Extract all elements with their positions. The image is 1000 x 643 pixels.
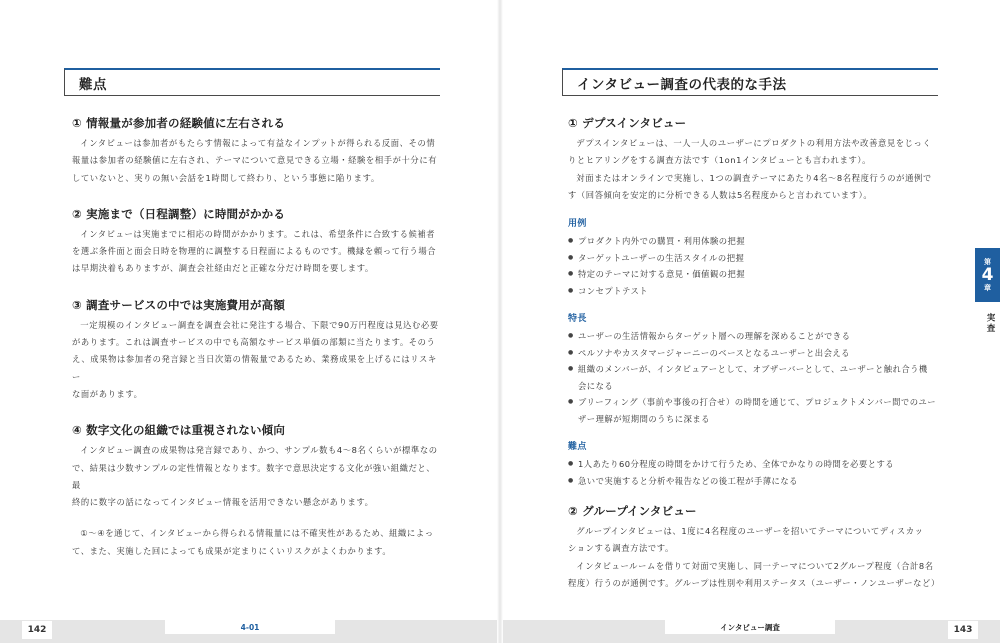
difficulty-item-1 [72, 115, 442, 187]
list-item: ● ペルソナやカスタマージャーニーのベースとなるユーザーと出会える [568, 345, 940, 362]
list-item: ● 1人あたり60分程度の時間をかけて行うため、全体でかなりの時間を必要とする [568, 456, 940, 473]
list-item: ● ターゲットユーザーの生活スタイルの把握 [568, 250, 940, 267]
difficulty-item-4 [72, 422, 442, 511]
chapter-title: 実査 [985, 313, 995, 334]
list-item-line: ザー理解が短期間のうちに深まる [578, 413, 710, 424]
item-heading: ② グループインタビュー [568, 504, 697, 519]
para-line: インタビューは実施までに相応の時間がかかります。これは、希望条件に合致する候補者 [80, 228, 436, 239]
para-line: インタビュールームを借りて対面で実施し、同一テーマについて2グループ程度（合計8名 [576, 560, 934, 571]
uses-subheading: 用例 [568, 219, 587, 230]
para-line: があります。これは調査サービスの中でも高額なサービス単価の部類に当たります。そのう [72, 337, 436, 348]
right-section-title: インタビュー調査の代表的な手法 [577, 76, 787, 93]
para-line: インタビュー調査の成果物は発言録であり、かつ、サンプル数も4～8名くらいが標準なの [80, 445, 438, 456]
features-list [568, 328, 940, 427]
depth-interview-section [568, 115, 940, 489]
para-line: す（回答傾向を安定的に分析できる人数は5名程度からと言われています）。 [568, 189, 873, 200]
list-item [568, 361, 940, 394]
para-line: 終的に数字の話になってインタビュー情報を活用できない懸念があります。 [72, 497, 374, 508]
left-page-number: 142 [22, 621, 52, 639]
list-item-line: 会になる [578, 380, 614, 391]
para-line: で、結果は少数サンプルの定性情報となります。数字で意思決定する文化が強い組織だと、最 [72, 462, 436, 490]
list-item-line: ブリーフィング（事前や事後の打合せ）の時間を通じて、プロジェクトメンバー間でのユー [578, 397, 937, 408]
item-heading: ④ 数字文化の組織では重視されない傾向 [72, 423, 286, 438]
chapter-suffix: 章 [984, 284, 991, 292]
chapter-number: 4 [981, 265, 994, 285]
item-heading: ③ 調査サービスの中では実施費用が高額 [72, 297, 286, 312]
uses-list [568, 233, 940, 299]
para-line: は早期決着もありますが、調査会社経由だと正確な分だけ時間を要します。 [72, 263, 374, 274]
list-item: ● ユーザーの生活情報からターゲット層への理解を深めることができる [568, 328, 940, 345]
para-line: て、また、実施した回によっても成果が定まりにくいリスクがよくわかります。 [72, 545, 392, 556]
para-line: インタビューは参加者がもたらす情報によって有益なインプットが得られる反面、その情 [80, 138, 436, 148]
right-content [568, 115, 940, 592]
para-line: デプスインタビューは、一人一人のユーザーにプロダクトの利用方法や改善意見をじっく [576, 138, 932, 148]
closing-paragraph [72, 525, 442, 560]
item-heading: ① デプスインタビュー [568, 116, 687, 130]
left-section-header [64, 68, 440, 96]
group-interview-section [568, 503, 940, 592]
para-line: な面があります。 [72, 388, 143, 399]
para-line: 報量は参加者の経験値に左右され、テーマについて意見できる立場・経験を相手が十分に有 [72, 155, 438, 166]
para-line: ションする調査方法です。 [568, 543, 674, 554]
para-line: 一定規模のインタビュー調査を調査会社に発注する場合、下限で90万円程度は見込む必要 [80, 319, 439, 330]
chapter-tab [975, 248, 1000, 302]
para-line: りとヒアリングをする調査方法です（1on1インタビューとも言われます）。 [568, 155, 872, 166]
cons-list [568, 456, 940, 489]
para-line: グループインタビューは、1度に4名程度のユーザーを招いてテーマについてディスカッ [576, 526, 924, 537]
difficulty-item-3 [72, 297, 442, 403]
right-section-header [562, 68, 938, 96]
chapter-prefix: 第 [984, 258, 991, 266]
para-line: ①～④を通じて、インタビューから得られる情報量には不確実性があるため、組織によっ [80, 528, 434, 539]
list-item-line: 組織のメンバーが、インタビュアーとして、オブザーバーとして、ユーザーと触れ合う機 [578, 364, 928, 375]
features-subheading: 特長 [568, 314, 587, 325]
para-line: 程度）行うのが通例です。グループは性別や利用ステータス（ユーザー・ノンユーザーなど） [568, 578, 940, 589]
cons-subheading: 難点 [568, 442, 587, 453]
list-item: ● 急いで実施すると分析や報告などの後工程が手薄になる [568, 473, 940, 490]
para-line: え、成果物は参加者の発言録と当日次第の情報量であるため、業務成果を上げるにはリスキー [72, 354, 437, 382]
right-footer-section: インタビュー調査 [665, 620, 835, 634]
right-page-number: 143 [948, 621, 978, 639]
book-gutter [497, 0, 503, 643]
list-item: ● コンセプトテスト [568, 283, 940, 300]
left-content [72, 115, 442, 560]
para-line: 対面またはオンラインで実施し、1つの調査テーマにあたり4名～8名程度行うのが通例で [576, 172, 932, 183]
left-section-title: 難点 [79, 76, 107, 93]
left-footer-section: 4-01 [165, 620, 335, 634]
list-item [568, 394, 940, 427]
para-line: していないと、実りの無い会話を1時間して終わり、という事態に陥ります。 [72, 172, 380, 183]
list-item: ● 特定のテーマに対する意見・価値観の把握 [568, 266, 940, 283]
item-heading: ① 情報量が参加者の経験値に左右される [72, 116, 286, 130]
item-heading: ② 実施まで（日程調整）に時間がかかる [72, 206, 286, 221]
list-item: ● プロダクト内外での購買・利用体験の把握 [568, 233, 940, 250]
para-line: を選ぶ条件面と面会日時を物理的に調整する日程面によるものです。機縁を頼って行う場合 [72, 246, 437, 257]
difficulty-item-2 [72, 206, 442, 278]
